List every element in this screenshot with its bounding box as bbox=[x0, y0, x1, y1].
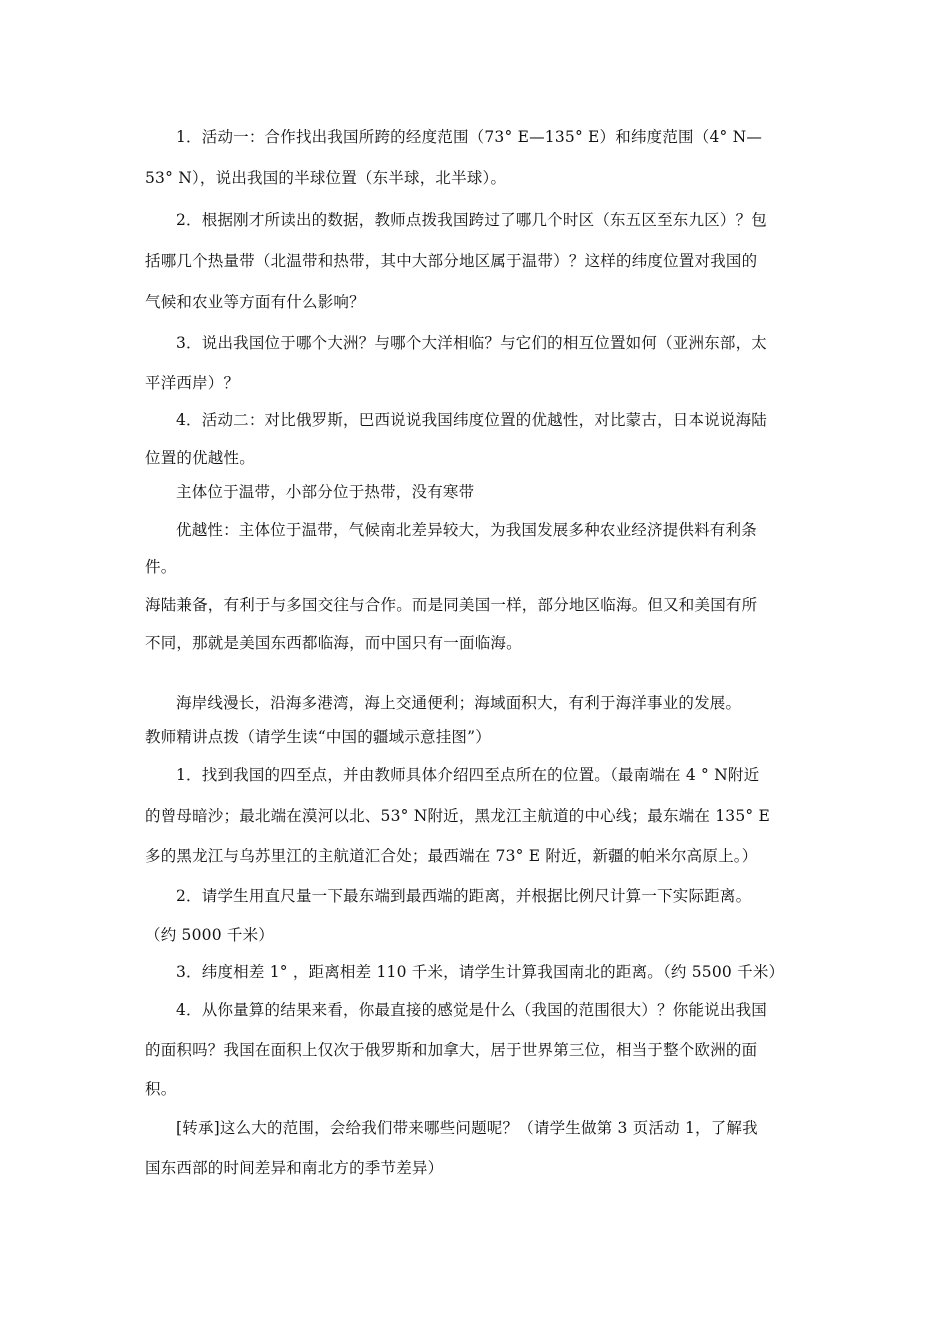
text-line: 教师精讲点拨（请学生读“中国的疆域示意挂图”） bbox=[145, 728, 491, 746]
text-line: 件。 bbox=[145, 558, 177, 576]
text-line: 53° N），说出我国的半球位置（东半球，北半球）。 bbox=[145, 169, 507, 187]
text-line: 国东西部的时间差异和南北方的季节差异） bbox=[145, 1159, 444, 1177]
text-line: 气候和农业等方面有什么影响？ bbox=[145, 293, 365, 311]
text-line: 的曾母暗沙；最北端在漠河以北、53° N附近，黑龙江主航道的中心线；最东端在 135° E bbox=[145, 807, 770, 825]
text-line: 海岸线漫长，沿海多港湾，海上交通便利；海域面积大，有利于海洋事业的发展。 bbox=[176, 694, 742, 712]
text-line: 3．纬度相差 1° ，距离相差 110 千米，请学生计算我国南北的距离。（约 5500 千米） bbox=[176, 963, 785, 981]
text-line: 位置的优越性。 bbox=[145, 449, 255, 467]
text-line: 1．找到我国的四至点，并由教师具体介绍四至点所在的位置。（最南端在 4 ° N附近 bbox=[176, 766, 760, 784]
text-line: 不同，那就是美国东西都临海，而中国只有一面临海。 bbox=[145, 634, 522, 652]
text-line: 主体位于温带，小部分位于热带，没有寒带 bbox=[176, 483, 475, 501]
text-line: 2．请学生用直尺量一下最东端到最西端的距离，并根据比例尺计算一下实际距离。 bbox=[176, 887, 752, 905]
text-line: 4．从你量算的结果来看，你最直接的感觉是什么（我国的范围很大）？你能说出我国 bbox=[176, 1001, 767, 1019]
text-line: 2．根据刚才所读出的数据，教师点拨我国跨过了哪几个时区（东五区至东九区）？包 bbox=[176, 211, 767, 229]
text-line: 海陆兼备，有利于与多国交往与合作。而是同美国一样，部分地区临海。但又和美国有所 bbox=[145, 596, 758, 614]
text-line: 积。 bbox=[145, 1080, 177, 1098]
text-line: 平洋西岸）？ bbox=[145, 374, 240, 392]
text-line: 的面积吗？我国在面积上仅次于俄罗斯和加拿大，居于世界第三位，相当于整个欧洲的面 bbox=[145, 1041, 758, 1059]
text-line: 多的黑龙江与乌苏里江的主航道汇合处；最西端在 73° E 附近，新疆的帕米尔高原上。） bbox=[145, 847, 758, 865]
text-line: （约 5000 千米） bbox=[145, 926, 275, 944]
text-line: 1．活动一：合作找出我国所跨的经度范围（73° E—135° E）和纬度范围（4° N— bbox=[176, 128, 763, 146]
text-line: [转承]这么大的范围，会给我们带来哪些问题呢？（请学生做第 3 页活动 1，了解我 bbox=[176, 1119, 758, 1137]
text-line: 3．说出我国位于哪个大洲？与哪个大洋相临？与它们的相互位置如何（亚洲东部，太 bbox=[176, 334, 767, 352]
text-line: 括哪几个热量带（北温带和热带，其中大部分地区属于温带）？这样的纬度位置对我国的 bbox=[145, 252, 758, 270]
text-line: 优越性：主体位于温带，气候南北差异较大，为我国发展多种农业经济提供料有利条 bbox=[176, 521, 757, 539]
text-line: 4．活动二：对比俄罗斯，巴西说说我国纬度位置的优越性，对比蒙古，日本说说海陆 bbox=[176, 411, 767, 429]
